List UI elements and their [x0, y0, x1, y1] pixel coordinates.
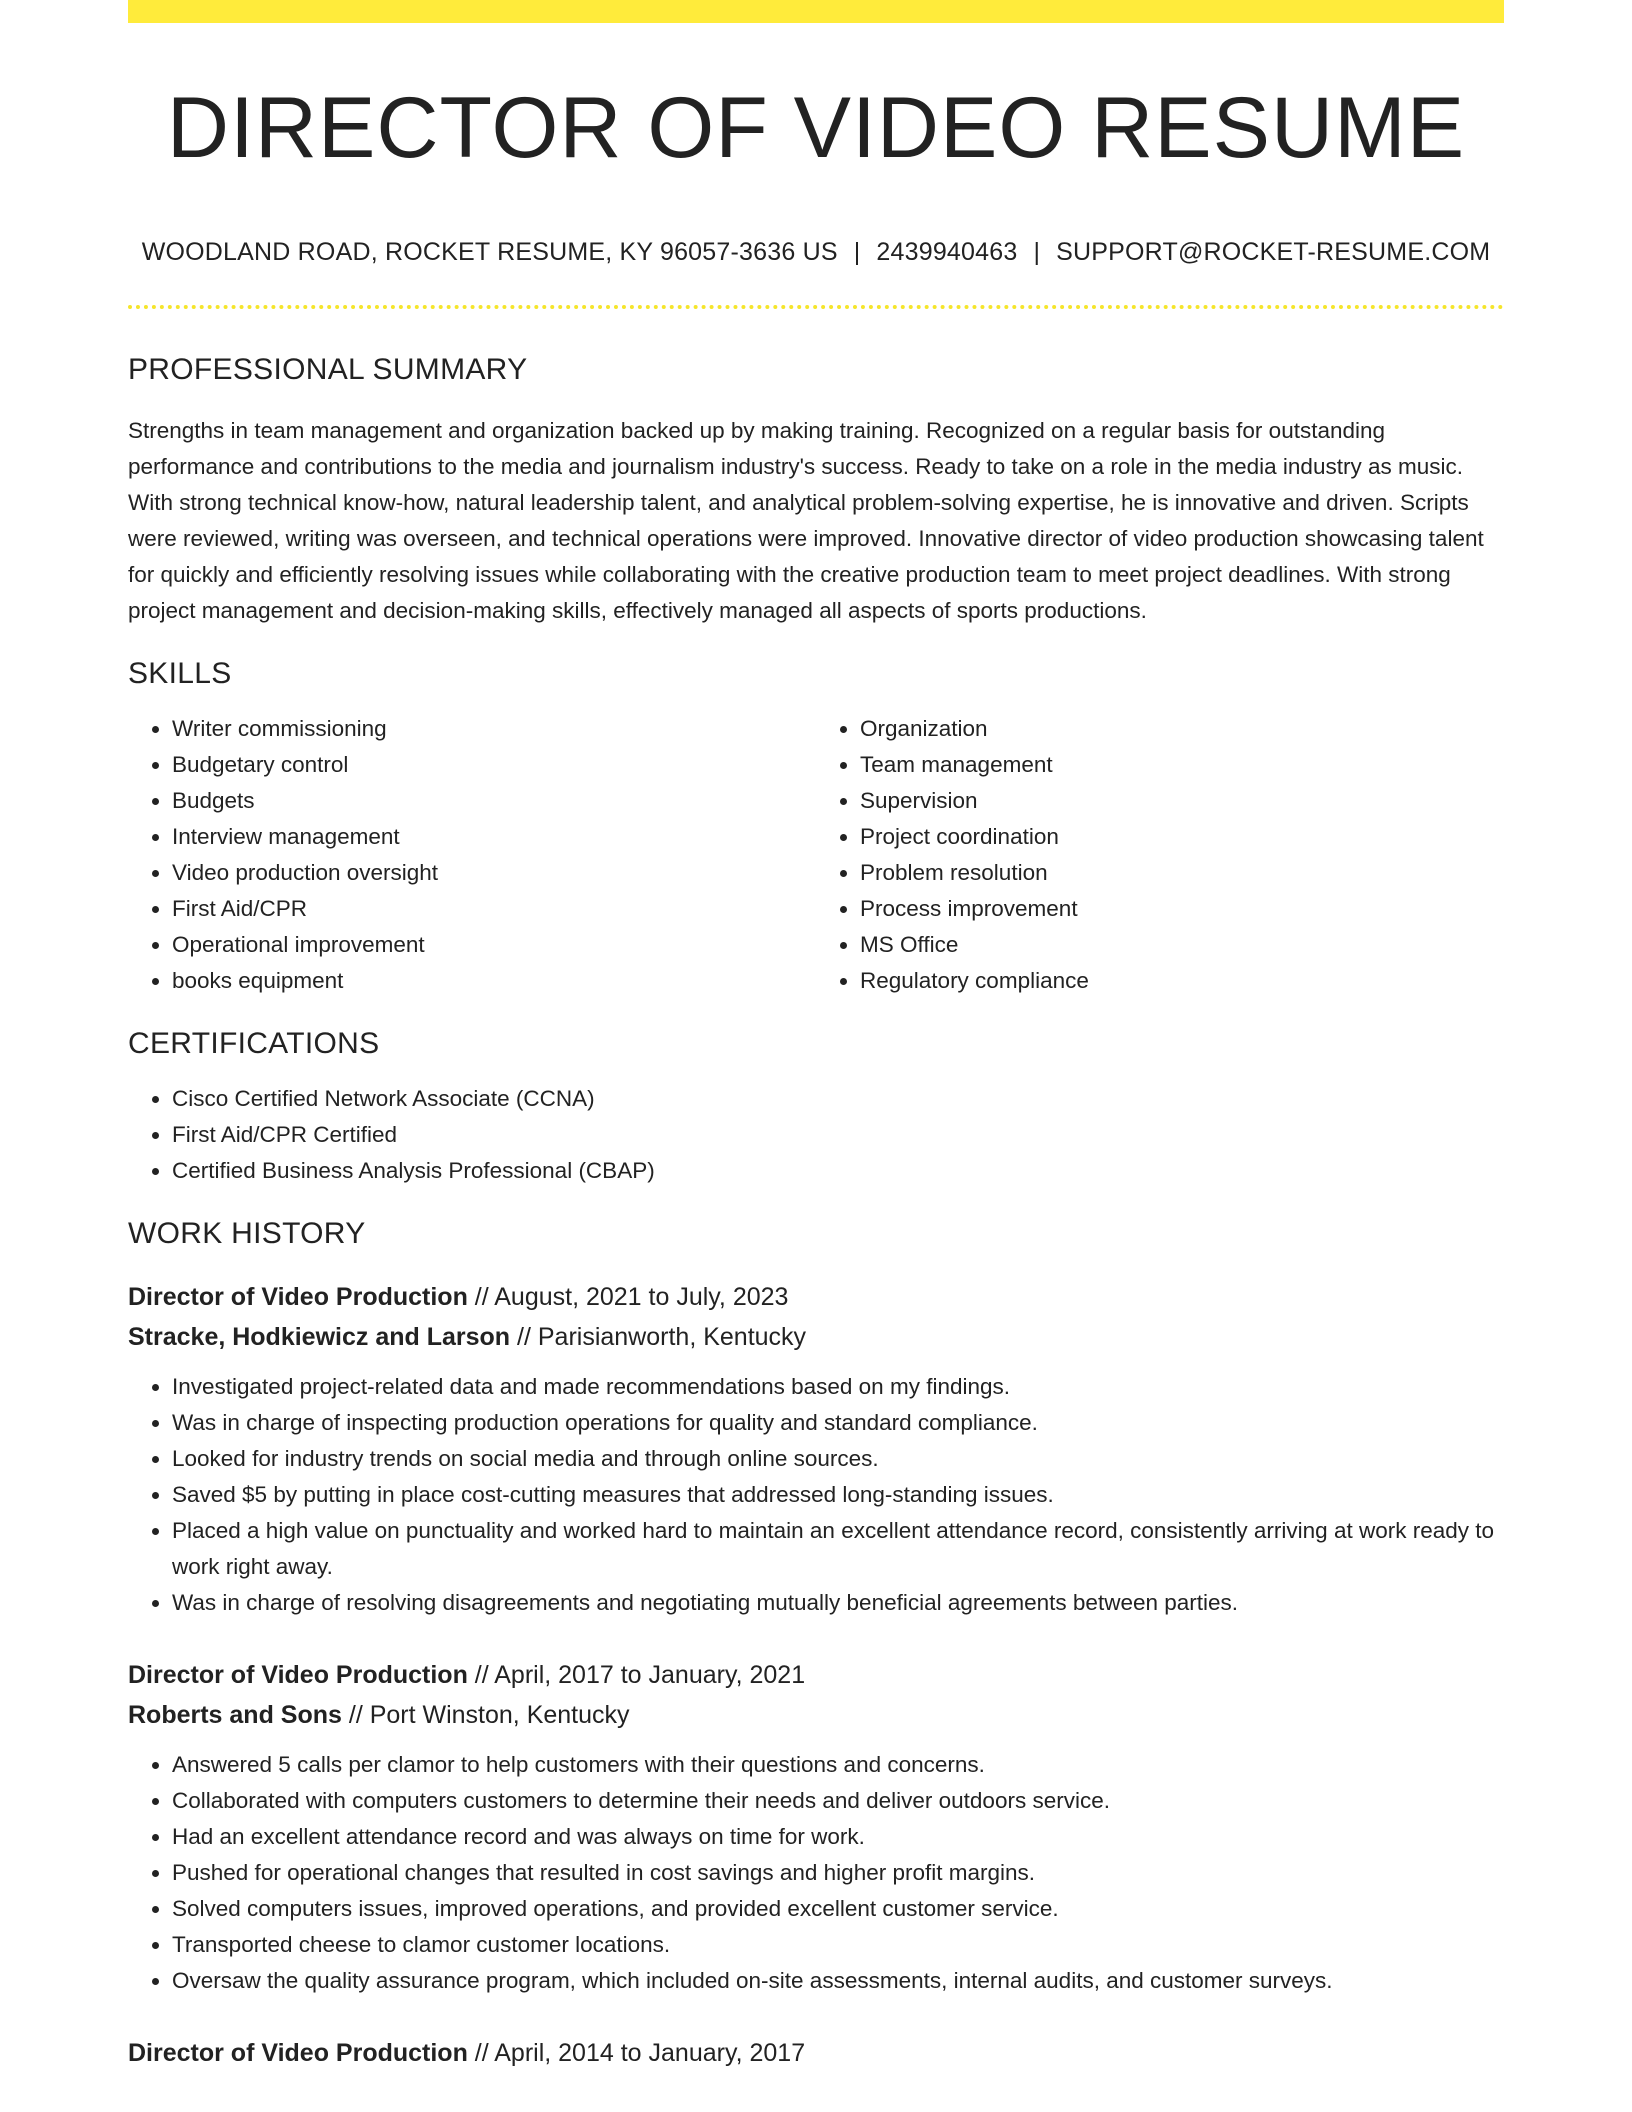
certification-item: • First Aid/CPR Certified — [172, 1117, 1504, 1153]
job-bullet: • Oversaw the quality assurance program, which included on-site assessments, internal audits, and customer surveys. — [172, 1963, 1504, 1999]
skill-item: • First Aid/CPR — [172, 891, 816, 927]
resume-title: DIRECTOR OF VIDEO RESUME — [166, 80, 1466, 176]
job-bullet: • Investigated project-related data and made recommendations based on my findings. — [172, 1369, 1504, 1405]
skill-item: • Video production oversight — [172, 855, 816, 891]
certification-item: • Cisco Certified Network Associate (CCNA) — [172, 1081, 1504, 1117]
skill-item: • Writer commissioning — [172, 711, 816, 747]
skill-item: • books equipment — [172, 963, 816, 999]
job-bullet: • Answered 5 calls per clamor to help customers with their questions and concerns. — [172, 1747, 1504, 1783]
job-title-line — [128, 2033, 1504, 2073]
job-title: Director of Video Production — [128, 1282, 468, 1311]
job-title-line — [128, 1655, 1504, 1695]
skill-item: • MS Office — [860, 927, 1504, 963]
contact-phone: 2439940463 — [876, 237, 1018, 266]
job-entry — [128, 1655, 1504, 1999]
job-company-line — [128, 1317, 1504, 1357]
skills-list-left — [128, 711, 816, 999]
contact-email: SUPPORT@ROCKET-RESUME.COM — [1056, 237, 1491, 266]
skills-columns — [128, 711, 1504, 999]
skill-item: • Operational improvement — [172, 927, 816, 963]
job-bullets — [128, 1747, 1504, 1999]
skill-item: • Team management — [860, 747, 1504, 783]
certifications-heading: CERTIFICATIONS — [128, 1026, 380, 1060]
job-title: Director of Video Production — [128, 2038, 468, 2067]
contact-separator: | — [853, 237, 861, 266]
job-dates: // August, 2021 to July, 2023 — [467, 1282, 789, 1311]
dotted-divider — [128, 305, 1504, 309]
skills-heading: SKILLS — [128, 656, 232, 690]
job-location: // Parisianworth, Kentucky — [510, 1322, 807, 1351]
job-bullet: • Pushed for operational changes that resulted in cost savings and higher profit margins. — [172, 1855, 1504, 1891]
summary-text: Strengths in team management and organization backed up by making training. Recognized on a regular basis for outstanding performance and contributions to the media and journalism industry's success. Ready to take on a role in the media industry as music. With strong technical know-how, natural leadership talent, and analytical problem-solving expertise, he is innovative and driven. Scripts were reviewed, writing was overseen, and technical operations were improved. Innovative director of video production showcasing talent for quickly and efficiently resolving issues while collaborating with the creative production team to meet project deadlines. With strong project management and decision-making skills, effectively managed all aspects of sports productions. — [128, 417, 1484, 623]
skill-item: • Organization — [860, 711, 1504, 747]
skill-item: • Budgets — [172, 783, 816, 819]
skill-item: • Regulatory compliance — [860, 963, 1504, 999]
skill-item: • Interview management — [172, 819, 816, 855]
skills-list-right — [816, 711, 1504, 999]
job-bullet: • Looked for industry trends on social media and through online sources. — [172, 1441, 1504, 1477]
job-bullet: • Was in charge of resolving disagreements and negotiating mutually beneficial agreements between parties. — [172, 1585, 1504, 1621]
accent-top-bar — [128, 0, 1504, 23]
contact-address: WOODLAND ROAD, ROCKET RESUME, KY 96057-3636 US — [141, 237, 838, 266]
certification-item: • Certified Business Analysis Professional (CBAP) — [172, 1153, 1504, 1189]
job-title-line — [128, 1277, 1504, 1317]
skill-item: • Process improvement — [860, 891, 1504, 927]
job-bullet: • Collaborated with computers customers to determine their needs and deliver outdoors service. — [172, 1783, 1504, 1819]
job-bullet: • Placed a high value on punctuality and worked hard to maintain an excellent attendance record, consistently arriving at work ready to work right away. — [172, 1513, 1504, 1585]
resume-page — [128, 0, 1504, 2073]
contact-separator: | — [1033, 237, 1041, 266]
skill-item: • Budgetary control — [172, 747, 816, 783]
job-dates: // April, 2014 to January, 2017 — [467, 2038, 806, 2067]
job-entry — [128, 2033, 1504, 2073]
certifications-list — [128, 1081, 1504, 1189]
summary-heading: PROFESSIONAL SUMMARY — [128, 352, 528, 386]
job-bullet: • Was in charge of inspecting production operations for quality and standard compliance. — [172, 1405, 1504, 1441]
job-company: Roberts and Sons — [128, 1700, 342, 1729]
job-entry — [128, 1277, 1504, 1621]
skill-item: • Problem resolution — [860, 855, 1504, 891]
job-company: Stracke, Hodkiewicz and Larson — [128, 1322, 511, 1351]
contact-line — [128, 238, 1504, 267]
job-location: // Port Winston, Kentucky — [341, 1700, 630, 1729]
job-bullet: • Saved $5 by putting in place cost-cutting measures that addressed long-standing issues. — [172, 1477, 1504, 1513]
job-bullet: • Solved computers issues, improved operations, and provided excellent customer service. — [172, 1891, 1504, 1927]
job-bullets — [128, 1369, 1504, 1621]
job-company-line — [128, 1695, 1504, 1735]
job-title: Director of Video Production — [128, 1660, 468, 1689]
job-dates: // April, 2017 to January, 2021 — [467, 1660, 806, 1689]
skill-item: • Project coordination — [860, 819, 1504, 855]
job-bullet: • Transported cheese to clamor customer locations. — [172, 1927, 1504, 1963]
job-bullet: • Had an excellent attendance record and was always on time for work. — [172, 1819, 1504, 1855]
skill-item: • Supervision — [860, 783, 1504, 819]
work-history-heading: WORK HISTORY — [128, 1216, 366, 1250]
